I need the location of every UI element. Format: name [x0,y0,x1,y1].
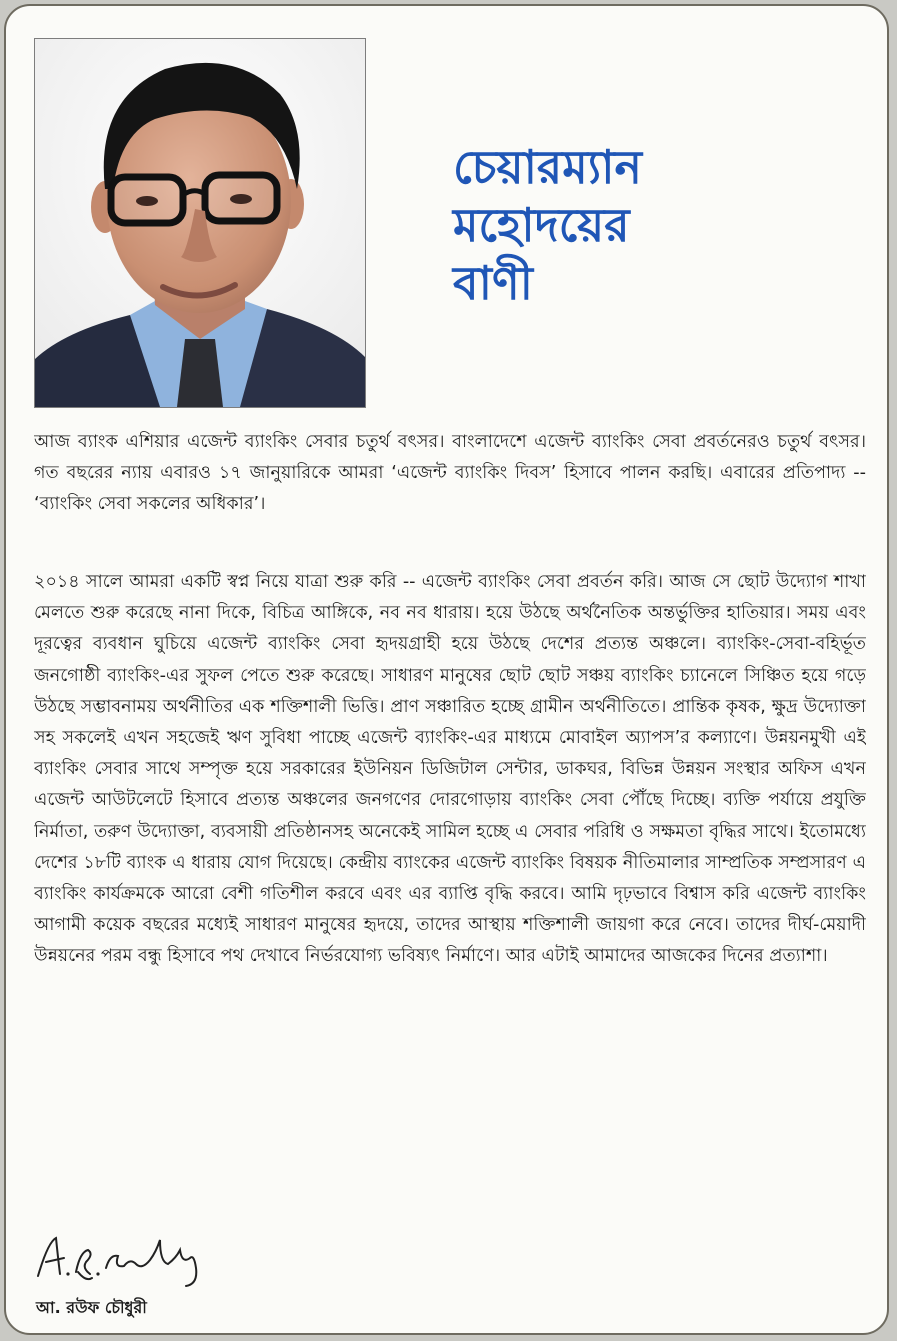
message-paragraph-2: ২০১৪ সালে আমরা একটি স্বপ্ন নিয়ে যাত্রা শুরু করি -- এজেন্ট ব্যাংকিং সেবা প্রবর্তন করি। আজ সে ছোট উদ্যোগ শাখা মেলতে শুরু করেছে নানা দিকে, বিচিত্র আঙ্গিকে, নব নব ধারায়। হয়ে উঠছে অর্থনৈতিক অন্তর্ভুক্তির হাতিয়ার। সময় এবং দূরত্বের ব্যবধান ঘুচিয়ে এজেন্ট ব্যাংকিং সেবা হৃদয়গ্রাহী হয়ে উঠছে দেশের প্রত্যন্ত অঞ্চলে। ব্যাংকিং-সেবা-বহির্ভূত জনগোষ্ঠী ব্যাংকিং-এর সুফল পেতে শুরু করেছে। সাধারণ মানুষের ছোট ছোট সঞ্চয় ব্যাংকিং চ্যানেলে সিঞ্চিত হয়ে গড়ে উঠছে সম্ভাবনাময় অর্থনীতির এক শক্তিশালী ভিত্তি। প্রাণ সঞ্চারিত হচ্ছে গ্রামীন অর্থনীতিতে। প্রান্তিক কৃষক, ক্ষুদ্র উদ্যোক্তা সহ সকলেই এখন সহজেই ঋণ সুবিধা পাচ্ছে এজেন্ট ব্যাংকিং-এর মাধ্যমে মোবাইল অ্যাপস’র কল্যাণে। উন্নয়নমুখী এই ব্যাংকিং সেবার সাথে সম্পৃক্ত হয়ে সরকারের ইউনিয়ন ডিজিটাল সেন্টার, ডাকঘর, বিভিন্ন উন্নয়ন সংস্থার অফিস এখন এজেন্ট আউটলেটে হিসাবে প্রত্যন্ত অঞ্চলের জনগণের দোরগোড়ায় ব্যাংকিং সেবা পৌঁছে দিচ্ছে। ব্যক্তি পর্যায়ে প্রযুক্তি নির্মাতা, তরুণ উদ্যোক্তা, ব্যবসায়ী প্রতিষ্ঠানসহ অনেকেই সামিল হচ্ছে এ সেবার পরিধি ও সক্ষমতা বৃদ্ধির সাথে। ইতোমধ্যে দেশের ১৮টি ব্যাংক এ ধারায় যোগ দিয়েছে। কেন্দ্রীয় ব্যাংকের এজেন্ট ব্যাংকিং বিষয়ক নীতিমালার সাম্প্রতিক সম্প্রসারণ এ ব্যাংকিং কার্যক্রমকে আরো বেশী গতিশীল করবে এবং এর ব্যাপ্তি বৃদ্ধি করবে। আমি দৃঢ়ভাবে বিশ্বাস করি এজেন্ট ব্যাংকিং আগামী কয়েক বছরের মধ্যেই সাধারণ মানুষের হৃদয়ে, তাদের আস্থায় শক্তিশালী জায়গা করে নেবে। তাদের দীর্ঘ-মেয়াদী উন্নয়নের পরম বন্ধু হিসাবে পথ দেখাবে নির্ভরযোগ্য ভবিষ্যৎ নির্মাণে। আর এটাই আমাদের আজকের দিনের প্রত্যাশা। [34,572,866,967]
title-line-1: চেয়ারম্যান [453,140,642,194]
handwritten-signature [34,1228,224,1288]
title-line-3: বাণী [453,256,533,310]
message-title [453,138,753,312]
title-line-2: মহোদয়ের [453,198,630,252]
chairman-portrait [34,38,366,408]
message-paragraph-1: আজ ব্যাংক এশিয়ার এজেন্ট ব্যাংকিং সেবার চতুর্থ বৎসর। বাংলাদেশে এজেন্ট ব্যাংকিং সেবা প্রবর্তনেরও চতুর্থ বৎসর। গত বছরের ন্যায় এবারও ১৭ জানুয়ারিকে আমরা ‘এজেন্ট ব্যাংকিং দিবস’ হিসাবে পালন করছি। এবারের প্রতিপাদ্য -- ‘ব্যাংকিং সেবা সকলের অধিকার’। [34,432,866,515]
signatory-name: আ. রউফ চৌধুরী [36,1298,147,1317]
